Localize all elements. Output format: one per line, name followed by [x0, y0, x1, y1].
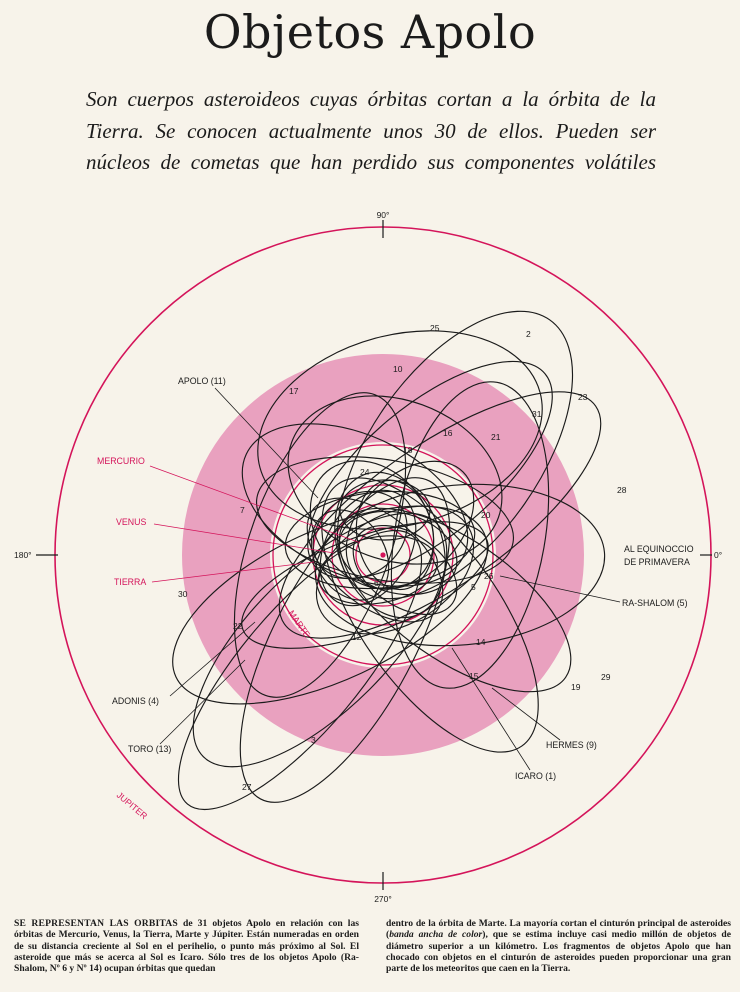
sun	[380, 552, 385, 557]
orbit-number: 22	[233, 621, 243, 631]
orbit-number: 27	[242, 782, 252, 792]
hermes-label: HERMES (9)	[546, 740, 597, 750]
axis-ticks	[36, 220, 712, 890]
orbit-number: 10	[393, 364, 403, 374]
orbit-number: 6	[374, 578, 379, 588]
caption-left	[14, 918, 359, 974]
orbit-number: 3	[311, 735, 316, 745]
apollo-orbits-diagram	[0, 200, 740, 910]
orbit-number: 29	[601, 672, 611, 682]
orbit-number: 12	[352, 632, 362, 642]
orbit-number: 5	[471, 582, 476, 592]
angle-270-label: 270°	[374, 894, 392, 904]
caption-right	[386, 918, 731, 974]
orbit-number: 24	[360, 467, 370, 477]
angle-180-label: 180°	[14, 550, 32, 560]
orbit-number: 25	[430, 323, 440, 333]
mercury-label: MERCURIO	[97, 456, 145, 466]
jupiter-label: JUPITER	[114, 789, 150, 822]
angle-90-label: 90°	[376, 210, 390, 220]
orbit-number: 18	[403, 445, 413, 455]
equinox-label-line1: AL EQUINOCCIO	[624, 544, 694, 554]
icaro-label: ICARO (1)	[515, 771, 557, 781]
apolo-label: APOLO (11)	[178, 376, 226, 386]
caption-left-text: de 31 objetos Apolo en relación con las órbitas de Mercurio, Venus, la Tierra, Marte y Júpiter. Están numeradas en orden de su distancia creciente al Sol en el perihelio, o punto más próximo al Sol. El asteroide que más se acerca al Sol es Icaro. Sólo tres de los objetos Apolo (Ra-Shalom, Nº 6 y Nº 14) ocupan órbitas que quedan	[14, 918, 359, 975]
orbit-number: 26	[484, 571, 494, 581]
mars-label: MARTE	[286, 608, 313, 640]
orbit-number: 31	[532, 409, 542, 419]
orbit-number: 17	[289, 386, 299, 396]
earth-label: TIERRA	[114, 577, 147, 587]
adonis-label: ADONIS (4)	[112, 696, 159, 706]
angle-0-label: 0°	[714, 550, 723, 560]
subtitle: Son cuerpos asteroideos cuyas órbitas cortan a la órbita de la Tierra. Se conocen actualmente unos 30 de ellos. Pueden ser núcleos de cometas que han perdido sus componentes volátiles	[86, 87, 656, 174]
venus-label: VENUS	[116, 517, 147, 527]
caption-right-text-b: ), que se estima incluye casi medio millón de objetos de diámetro superior a un kilómetro. Los fragmentos de objetos Apolo que han chocado con objetos en el cinturón de asteroides pueden proporcionar una gran parte de los meteoritos que caen en la Tierra.	[386, 929, 731, 975]
orbit-number: 23	[578, 392, 588, 402]
orbit-number: 30	[178, 589, 188, 599]
orbit-number: 20	[481, 510, 491, 520]
toro-label: TORO (13)	[128, 744, 172, 754]
orbit-number: 14	[476, 637, 486, 647]
orbit-number: 21	[491, 432, 501, 442]
orbit-number: 28	[617, 485, 627, 495]
equinox-label-line2: DE PRIMAVERA	[624, 557, 690, 567]
caption-lead: SE REPRESENTAN LAS ORBITAS	[14, 918, 178, 929]
caption-right-text-a: dentro de la órbita de Marte. La mayoría cortan el cinturón principal de asteroides (	[386, 918, 731, 941]
orbit-number: 19	[571, 682, 581, 692]
caption-right-italic: banda ancha de color	[389, 929, 483, 941]
orbit-number: 15	[469, 671, 479, 681]
page-title: Objetos Apolo	[203, 5, 537, 59]
orbit	[340, 480, 430, 540]
ra-shalom-label: RA-SHALOM (5)	[622, 598, 688, 608]
orbit-number: 16	[443, 428, 453, 438]
orbit-number: 7	[240, 505, 245, 515]
orbit-number: 2	[526, 329, 531, 339]
